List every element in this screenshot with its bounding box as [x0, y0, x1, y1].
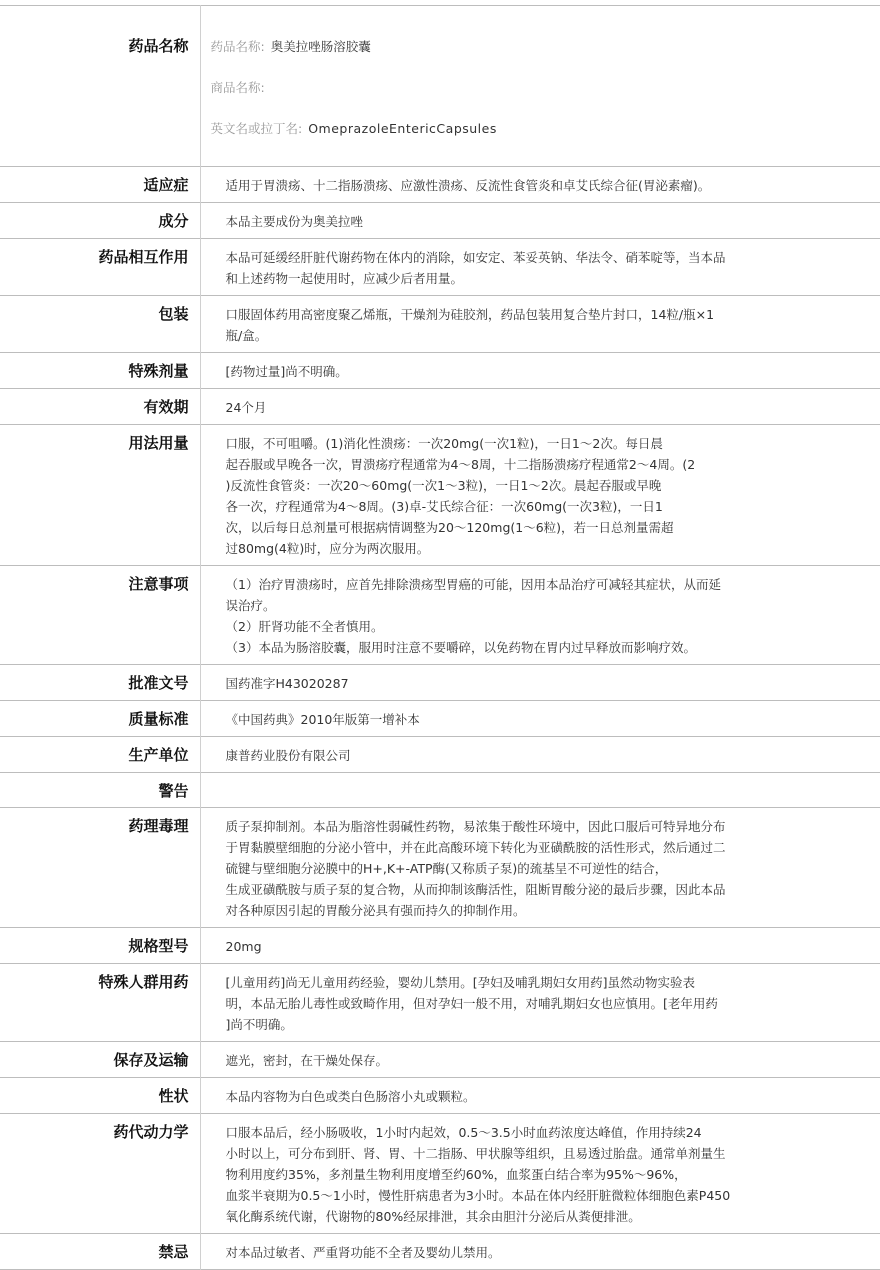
row-label: 适应症 — [0, 167, 200, 203]
row-label: 性状 — [0, 1078, 200, 1114]
info-row — [0, 1042, 880, 1078]
info-row — [0, 665, 880, 701]
info-row — [0, 1234, 880, 1270]
row-label: 药品名称 — [0, 6, 200, 167]
trade-name-key: 商品名称: — [210, 80, 265, 95]
info-row — [0, 737, 880, 773]
info-row — [0, 1114, 880, 1234]
info-row — [0, 203, 880, 239]
row-value: [药物过量]尚不明确。 — [225, 364, 348, 379]
row-value: 24个月 — [225, 400, 267, 415]
row-value: 质子泵抑制剂。本品为脂溶性弱碱性药物，易浓集于酸性环境中，因此口服后可特异地分布 于胃黏膜壁细胞的分泌小管中，并在此高酸环境下转化为亚磺酰胺的活性形式，然后通过二 硫键与壁细胞分泌膜中的H+,K+-ATP酶(又称质子泵)的巯基呈不可逆性的结合， 生成亚磺酰胺与质子泵的复合物，从而抑制该酶活性，阻断胃酸分泌的最后步骤，因此本品 对各种原因引起的胃酸分泌具有强而持久的抑制作用。 — [225, 819, 726, 918]
row-value: 本品内容物为白色或类白色肠溶小丸或颗粒。 — [225, 1089, 476, 1104]
drug-info-rows — [0, 6, 880, 1270]
generic-name-value: 奥美拉唑肠溶胶囊 — [270, 39, 371, 54]
english-name-line — [211, 119, 786, 139]
row-label: 批准文号 — [0, 665, 200, 701]
row-value: 康普药业股份有限公司 — [225, 748, 351, 763]
info-row — [0, 566, 880, 665]
row-label: 注意事项 — [0, 566, 200, 665]
row-label: 禁忌 — [0, 1234, 200, 1270]
row-label: 生产单位 — [0, 737, 200, 773]
row-label: 成分 — [0, 203, 200, 239]
row-label: 保存及运输 — [0, 1042, 200, 1078]
info-row — [0, 389, 880, 425]
row-value: 本品可延缓经肝脏代谢药物在体内的消除，如安定、苯妥英钠、华法令、硝苯啶等，当本品 和上述药物一起使用时，应减少后者用量。 — [225, 250, 726, 286]
row-label: 特殊人群用药 — [0, 964, 200, 1042]
drug-name-cell — [200, 6, 880, 167]
row-value — [200, 773, 880, 808]
row-value: 口服固体药用高密度聚乙烯瓶，干燥剂为硅胶剂，药品包装用复合垫片封口，14粒/瓶×1 瓶/盒。 — [225, 307, 715, 343]
english-name-value: OmeprazoleEntericCapsules — [308, 121, 497, 136]
row-value: 20mg — [225, 939, 262, 954]
generic-name-line — [211, 37, 786, 57]
row-label: 质量标准 — [0, 701, 200, 737]
info-row — [0, 296, 880, 353]
row-label: 警告 — [0, 773, 200, 808]
info-row — [0, 928, 880, 964]
row-value: 适用于胃溃疡、十二指肠溃疡、应激性溃疡、反流性食管炎和卓艾氏综合征(胃泌素瘤)。 — [225, 178, 711, 193]
trade-name-line — [211, 78, 786, 98]
row-value: 《中国药典》2010年版第一增补本 — [225, 712, 420, 727]
info-row — [0, 239, 880, 296]
row-value: 国药准字H43020287 — [225, 676, 349, 691]
info-row — [0, 701, 880, 737]
row-value: 遮光，密封，在干燥处保存。 — [225, 1053, 389, 1068]
row-label: 用法用量 — [0, 425, 200, 566]
info-row — [0, 1078, 880, 1114]
info-row — [0, 773, 880, 808]
info-row — [0, 425, 880, 566]
row-label: 药理毒理 — [0, 808, 200, 928]
row-value: （1）治疗胃溃疡时，应首先排除溃疡型胃癌的可能，因用本品治疗可减轻其症状，从而延 误治疗。 （2）肝肾功能不全者慎用。 （3）本品为肠溶胶囊，服用时注意不要嚼碎，以免药物在胃内过早释放而影响疗效。 — [225, 577, 721, 655]
row-value: 对本品过敏者、严重肾功能不全者及婴幼儿禁用。 — [225, 1245, 501, 1260]
row-label: 特殊剂量 — [0, 353, 200, 389]
generic-name-key: 药品名称: — [210, 39, 265, 54]
row-value: 口服，不可咀嚼。(1)消化性溃疡：一次20mg(一次1粒)，一日1～2次。每日晨 起吞服或早晚各一次，胃溃疡疗程通常为4～8周，十二指肠溃疡疗程通常2～4周。(2 )反流性食管炎：一次20～60mg(一次1～3粒)，一日1～2次。晨起吞服或早晚 各一次，疗程通常为4～8周。(3)卓-艾氏综合征：一次60mg(一次3粒)，一日1 次，以后每日总剂量可根据病情调整为20～120mg(1～6粒)，若一日总剂量需超 过80mg(4粒)时，应分为两次服用。 — [225, 436, 696, 556]
info-row — [0, 353, 880, 389]
row-label: 包装 — [0, 296, 200, 353]
info-row — [0, 167, 880, 203]
drug-info-sheet — [0, 5, 880, 1270]
info-row — [0, 964, 880, 1042]
row-value: 口服本品后，经小肠吸收，1小时内起效，0.5～3.5小时血药浓度达峰值，作用持续24 小时以上，可分布到肝、肾、胃、十二指肠、甲状腺等组织，且易透过胎盘。通常单剂量生 物利用度约35%，多剂量生物利用度增至约60%，血浆蛋白结合率为95%～96%， 血浆半衰期为0.5～1小时，慢性肝病患者为3小时。本品在体内经肝脏微粒体细胞色素P450 氧化酶系统代谢，代谢物的80%经尿排泄，其余由胆汁分泌后从粪便排泄。 — [225, 1125, 731, 1224]
row-label: 有效期 — [0, 389, 200, 425]
drug-info-table — [0, 5, 880, 1270]
row-label: 规格型号 — [0, 928, 200, 964]
info-row — [0, 808, 880, 928]
row-drug-name — [0, 6, 880, 167]
row-value: 本品主要成份为奥美拉唑 — [225, 214, 364, 229]
english-name-key: 英文名或拉丁名: — [210, 121, 303, 136]
row-label: 药代动力学 — [0, 1114, 200, 1234]
row-value: [儿童用药]尚无儿童用药经验，婴幼儿禁用。[孕妇及哺乳期妇女用药]虽然动物实验表 明，本品无胎儿毒性或致畸作用，但对孕妇一般不用，对哺乳期妇女也应慎用。[老年用药 ]尚不明确。 — [225, 975, 718, 1032]
row-label: 药品相互作用 — [0, 239, 200, 296]
